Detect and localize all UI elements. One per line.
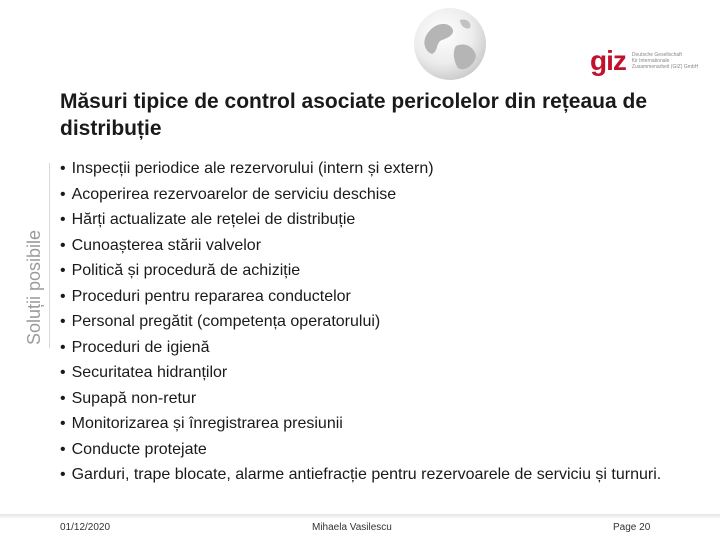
footer-page-number: Page 20: [613, 522, 651, 533]
bullet-item: • Monitorizarea și înregistrarea presiunii: [60, 411, 670, 437]
logo-mark: giz: [590, 45, 626, 76]
side-label: Soluții posibile: [24, 229, 44, 345]
bullet-item: • Inspecții periodice ale rezervorului (intern și extern): [60, 156, 670, 182]
footer-divider: [0, 514, 720, 518]
globe-icon: [412, 6, 488, 82]
bullet-item: • Acoperirea rezervoarelor de serviciu deschise: [60, 182, 670, 208]
bullet-list: [60, 156, 670, 488]
logo-text: Deutsche Gesellschaft für Internationale Zusammenarbeit (GIZ) GmbH: [631, 52, 699, 70]
bullet-item: • Cunoașterea stării valvelor: [60, 233, 670, 259]
slide-title: Măsuri tipice de control asociate pericolelor din rețeaua de distribuție: [60, 90, 648, 140]
bullet-item: • Politică și procedură de achiziție: [60, 258, 670, 284]
bullet-item: • Securitatea hidranților: [60, 360, 670, 386]
footer-date: 01/12/2020: [60, 522, 111, 533]
bullet-item: • Supapă non-retur: [60, 386, 670, 412]
bullet-item: • Proceduri pentru repararea conductelor: [60, 284, 670, 310]
footer-author: Mihaela Vasilescu: [312, 522, 392, 533]
side-divider: [49, 163, 50, 348]
bullet-item: • Garduri, trape blocate, alarme antiefracție pentru rezervoarele de serviciu și turnuri.: [60, 462, 670, 488]
bullet-item: • Conducte protejate: [60, 437, 670, 463]
giz-logo: [590, 46, 700, 76]
bullet-item: • Hărți actualizate ale rețelei de distribuție: [60, 207, 670, 233]
bullet-item: • Proceduri de igienă: [60, 335, 670, 361]
bullet-item: • Personal pregătit (competența operatorului): [60, 309, 670, 335]
